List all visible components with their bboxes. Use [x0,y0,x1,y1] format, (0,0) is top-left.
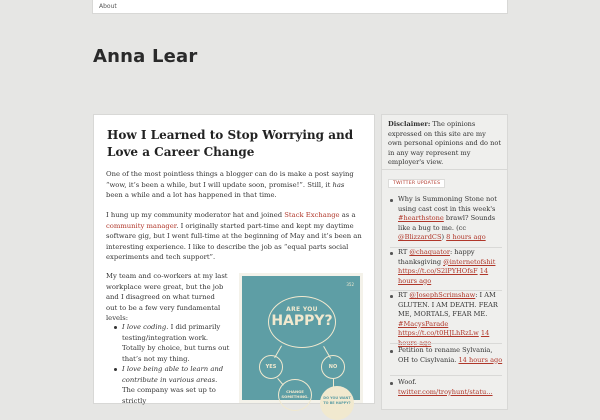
post-paragraph-3: My team and co-workers at my last workplace were great, but the job and I disagreed on what turned out to be a few very fundamental levels: [106,272,228,322]
text-run: One of the most pointless things a blogger can do is make a post saying “wow, it’s been a while, but I will update soon, promise!”. Still, it [106,170,354,189]
post-paragraph-2 [106,210,362,263]
top-nav-bar [92,0,508,14]
text-run: RT [398,291,410,299]
disclaimer-label: Disclaimer: [388,120,431,128]
text-run: Woof. [398,378,417,386]
poster-no-node: NO [321,355,345,379]
text-run: RT [398,248,410,256]
tweet-item [390,346,505,365]
bullet-emphasis: I love being able to learn and contribute in various areas. [122,365,224,384]
inline-link[interactable]: twitter.com/troyhunt/statu... [398,387,493,396]
text-run: Petition to rename Sylvania, OH to Cisylvania. [398,346,493,364]
inline-link[interactable]: 14 [480,329,490,338]
tweet-divider [390,343,502,344]
tweet-item [390,248,505,286]
tweet-item [390,291,505,349]
inline-link[interactable]: Stack Exchange [284,211,340,219]
post-paragraph-1 [106,169,362,201]
inline-link[interactable]: 14 hours ago [458,355,503,364]
poster-yes-node: YES [259,355,283,379]
text-run: Why is Summoning Stone not using cast cost in this week's [398,195,497,213]
happy-flowchart-poster-image [239,273,363,403]
inline-link[interactable]: 14 hours ago [398,267,489,285]
inline-link[interactable]: #hearthstone [398,214,444,223]
bullet-text: I did primarily testing/integration work. Totally by choice, but turns out that’s not my thing. [122,323,230,363]
inline-link[interactable]: https://t.co/S2lPYHOfsF [398,267,478,276]
inline-link[interactable]: 8 hours ago [446,233,486,242]
tweet-item [390,378,505,397]
inline-link[interactable]: @JosephScrimshaw [409,291,476,299]
text-run: : I AM GLUTEN. I AM DEATH. FEAR ME, MORTALS, FEAR ME. [398,291,498,319]
poster-question-node: DO YOU WANT TO BE HAPPY? [320,386,354,420]
text-run: as a [339,211,356,219]
twitter-updates-title: TWITTER UPDATES [388,179,445,188]
text-run: : happy thanksgiving [398,248,475,266]
text-run: I hung up my community moderator hat and joined [106,211,285,219]
inline-link[interactable]: @BlizzardCS [398,233,442,242]
nav-about-link[interactable]: About [99,3,117,10]
emphasis-text: has [332,180,345,189]
poster-change-node: CHANGE SOMETHING. [278,379,312,411]
inline-link[interactable]: community manager [106,221,177,230]
text-run: been a while and a lot has happened in that time. [106,191,277,199]
poster-number: 352 [346,282,354,287]
post-title[interactable]: How I Learned to Stop Worrying and Love a Career Change [107,128,354,159]
text-run: brawl? Sounds like a bug to me. (cc [398,214,496,232]
text-run: . I originally started part-time and kept my daytime software gig, but I went full-time at the beginning of May and it’s been an interesting experience. I like to describe the job as “equal parts social experiments and tech support”. [106,221,362,261]
disclaimer-text: The opinions expressed on this site are my own personal opinions and do not in any way represent my employer's view. [388,120,501,167]
poster-line-1: ARE YOU [286,306,318,313]
text-run: ) [441,233,447,242]
inline-link[interactable]: https://t.co/t0HJLhRzLw [398,329,479,338]
tweet-divider [390,375,502,376]
twitter-updates-widget [381,170,508,410]
site-title[interactable]: Anna Lear [93,46,198,67]
inline-link[interactable]: @internetofshit [443,257,496,266]
poster-speech-bubble [268,296,336,348]
inline-link[interactable]: @chaquator [409,248,450,256]
post-bullet-list [113,322,231,406]
tweet-item [390,195,505,243]
disclaimer-box [381,114,508,170]
bullet-text: The company was set up to strictly [122,386,216,405]
poster-line-2: HAPPY? [271,313,333,329]
list-item [113,322,231,364]
list-item [113,364,231,406]
inline-link[interactable]: #MacysParade [398,319,449,328]
bullet-emphasis: I love coding. [122,323,169,331]
